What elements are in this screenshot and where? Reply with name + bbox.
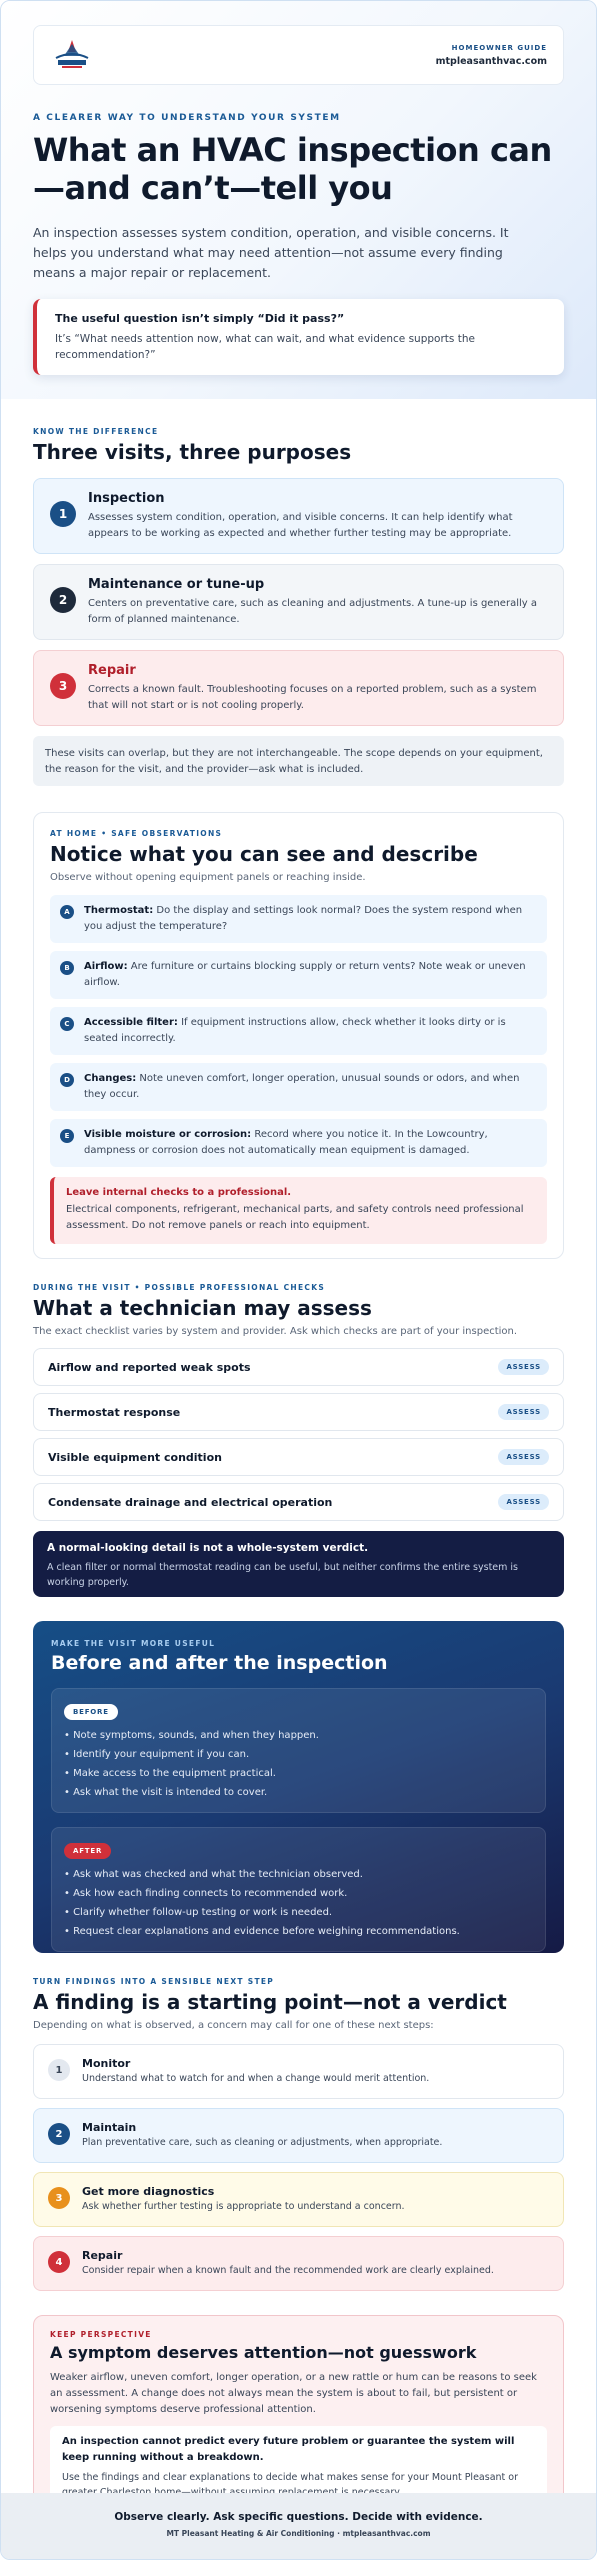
after-pill: AFTER: [64, 1843, 111, 1859]
brand-logo: [50, 38, 94, 72]
findings-kicker: TURN FINDINGS INTO A SENSIBLE NEXT STEP: [33, 1977, 275, 1986]
step-repair: [33, 2236, 564, 2291]
before-pill: BEFORE: [64, 1704, 118, 1720]
before-item: • Identify your equipment if you can.: [64, 1749, 250, 1760]
step-number: 4: [48, 2251, 70, 2273]
assess-item-label: Condensate drainage and electrical operation: [48, 1495, 333, 1509]
hero-section: [1, 1, 596, 399]
step-number: 2: [48, 2123, 70, 2145]
observation-label: Accessible filter:: [84, 1017, 178, 1028]
visits-note: These visits can overlap, but they are not interchangeable. The scope depends on your equipment, the reason for the visit, and the provider—ask what is included.: [33, 736, 564, 786]
visit-text: Centers on preventative care, such as cleaning and adjustments. A tune-up is generally a form of planned maintenance.: [88, 598, 537, 625]
assess-note-text: A clean filter or normal thermostat reading can be useful, but neither confirms the entire system is working properly.: [47, 1562, 519, 1588]
assess-item-label: Visible equipment condition: [48, 1450, 222, 1464]
observations-subtitle: Observe without opening equipment panels or reaching inside.: [50, 872, 366, 883]
step-title: Get more diagnostics: [82, 2185, 215, 2198]
visit-number: 3: [50, 673, 76, 699]
step-text: Consider repair when a known fault and the recommended work are clearly explained.: [82, 2265, 494, 2276]
warning-text: Electrical components, refrigerant, mechanical parts, and safety controls need professional assessment. Do not remove panels or reach into equipment.: [66, 1204, 524, 1231]
before-item: • Note symptoms, sounds, and when they happen.: [64, 1730, 319, 1741]
visits-section: [1, 427, 596, 786]
visit-text: Corrects a known fault. Troubleshooting focuses on a reported problem, such as a system that will not start or is not cooling properly.: [88, 684, 537, 711]
findings-subtitle: Depending on what is observed, a concern may call for one of these next steps:: [33, 2020, 434, 2031]
assess-kicker: DURING THE VISIT • POSSIBLE PROFESSIONAL CHECKS: [33, 1283, 326, 1292]
perspective-inner-title: An inspection cannot predict every future problem or guarantee the system will keep running without a breakdown.: [62, 2436, 515, 2463]
assess-item: [33, 1483, 564, 1521]
before-item: • Make access to the equipment practical.: [64, 1768, 276, 1779]
visit-title: Repair: [88, 663, 136, 678]
hero-kicker: A CLEARER WAY TO UNDERSTAND YOUR SYSTEM: [33, 113, 341, 123]
assess-badge: ASSESS: [498, 1494, 549, 1510]
before-item: • Ask what the visit is intended to cover.: [64, 1787, 268, 1798]
observation-letter: C: [60, 1017, 74, 1031]
assess-badge: ASSESS: [498, 1449, 549, 1465]
assess-title: What a technician may assess: [33, 1296, 372, 1320]
step-number: 1: [48, 2059, 70, 2081]
assess-badge: ASSESS: [498, 1359, 549, 1375]
step-text: Plan preventative care, such as cleaning or adjustments, when appropriate.: [82, 2137, 443, 2148]
assess-note: [33, 1531, 564, 1597]
step-maintain: [33, 2108, 564, 2163]
observation-letter: B: [60, 961, 74, 975]
footer-company[interactable]: MT Pleasant Heating & Air Conditioning · mtpleasanthvac.com: [166, 2529, 431, 2538]
visit-text: Assesses system condition, operation, and visible concerns. It can help identify what appears to be working as expected and whether further testing may be appropriate.: [88, 512, 513, 539]
assess-note-title: A normal-looking detail is not a whole-system verdict.: [47, 1542, 369, 1554]
visit-card-inspection: [33, 478, 564, 554]
before-after-card: [33, 1621, 564, 1953]
observation-label: Airflow:: [84, 961, 128, 972]
assess-item-label: Airflow and reported weak spots: [48, 1360, 251, 1374]
callout-text: It’s “What needs attention now, what can wait, and what evidence supports the recommendation?”: [55, 333, 475, 361]
observation-text: Record where you notice it. In the Lowcountry, dampness or corrosion does not automatically mean equipment is damaged.: [84, 1129, 488, 1156]
after-item: • Clarify whether follow-up testing or work is needed.: [64, 1907, 333, 1918]
after-item: • Request clear explanations and evidence before weighing recommendations.: [64, 1926, 460, 1937]
brand-url[interactable]: mtpleasanthvac.com: [435, 55, 547, 67]
observation-letter: A: [60, 905, 74, 919]
perspective-kicker: KEEP PERSPECTIVE: [50, 2330, 152, 2339]
visit-card-repair: [33, 650, 564, 726]
observation-item: [50, 1007, 547, 1055]
observation-text: Do the display and settings look normal? Does the system respond when you adjust the temperature?: [84, 905, 523, 932]
step-title: Repair: [82, 2249, 123, 2262]
visit-title: Inspection: [88, 491, 165, 506]
observations-card: [33, 812, 564, 1259]
visits-kicker: KNOW THE DIFFERENCE: [33, 427, 159, 436]
footer-tagline: Observe clearly. Ask specific questions. Decide with evidence.: [114, 2511, 483, 2523]
assess-item: [33, 1393, 564, 1431]
step-diagnostics: [33, 2172, 564, 2227]
step-monitor: [33, 2044, 564, 2099]
assess-subtitle: The exact checklist varies by system and provider. Ask which checks are part of your inspection.: [33, 1326, 518, 1337]
after-item: • Ask how each finding connects to recommended work.: [64, 1888, 348, 1899]
observation-item: [50, 951, 547, 999]
guide-label: HOMEOWNER GUIDE: [451, 43, 547, 52]
findings-title: A finding is a starting point—not a verdict: [33, 1990, 507, 2014]
warning-title: Leave internal checks to a professional.: [66, 1187, 292, 1198]
step-text: Understand what to watch for and when a change would merit attention.: [82, 2073, 430, 2084]
before-box: [51, 1688, 546, 1813]
perspective-title: A symptom deserves attention—not guesswork: [50, 2343, 477, 2362]
visit-title: Maintenance or tune-up: [88, 577, 265, 592]
callout-title: The useful question isn’t simply “Did it pass?”: [55, 312, 345, 325]
hero-callout: [33, 299, 564, 375]
observation-label: Thermostat:: [84, 905, 154, 916]
page-title: What an HVAC inspection can—and can’t—tell you: [33, 131, 552, 207]
observation-item: [50, 895, 547, 943]
before-after-kicker: MAKE THE VISIT MORE USEFUL: [51, 1639, 216, 1648]
step-title: Monitor: [82, 2057, 131, 2070]
brand-bar: [33, 25, 564, 85]
observation-letter: D: [60, 1073, 74, 1087]
observation-label: Visible moisture or corrosion:: [84, 1129, 252, 1140]
assess-section: [1, 1283, 596, 1597]
observations-kicker: AT HOME • SAFE OBSERVATIONS: [50, 829, 223, 838]
observation-item: [50, 1063, 547, 1111]
visits-title: Three visits, three purposes: [33, 440, 352, 464]
visit-number: 1: [50, 501, 76, 527]
footer: [1, 2493, 596, 2559]
perspective-card: [33, 2315, 564, 2523]
visit-card-maintenance: [33, 564, 564, 640]
observations-title: Notice what you can see and describe: [50, 842, 478, 866]
visit-number: 2: [50, 587, 76, 613]
step-number: 3: [48, 2187, 70, 2209]
observation-text: Note uneven comfort, longer operation, unusual sounds or odors, and when they occur.: [84, 1073, 520, 1100]
assess-badge: ASSESS: [498, 1404, 549, 1420]
observation-item: [50, 1119, 547, 1167]
step-text: Ask whether further testing is appropriate to understand a concern.: [82, 2201, 405, 2212]
findings-section: [1, 1977, 596, 2291]
assess-item: [33, 1348, 564, 1386]
observation-label: Changes:: [84, 1073, 137, 1084]
assess-item-label: Thermostat response: [48, 1405, 181, 1419]
after-item: • Ask what was checked and what the technician observed.: [64, 1869, 363, 1880]
step-title: Maintain: [82, 2121, 137, 2134]
professional-warning: [50, 1177, 547, 1244]
perspective-inner-text: Use the findings and clear explanations to decide what makes sense for your Mount Pleasant or: [62, 2472, 518, 2483]
after-box: [51, 1827, 546, 1952]
perspective-text: Weaker airflow, uneven comfort, longer operation, or a new rattle or hum can be reasons to seek an assessment. A change does not always mean the system is about to fail, but persistent or worsening symptoms deserve professional attention.: [50, 2372, 537, 2415]
observation-text: Are furniture or curtains blocking supply or return vents? Note weak or uneven airflow.: [84, 961, 526, 988]
before-after-title: Before and after the inspection: [51, 1652, 388, 1674]
assess-item: [33, 1438, 564, 1476]
hero-subtitle: An inspection assesses system condition, operation, and visible concerns. It helps you understand what may need attention—not assume every finding means a major repair or replacement.: [33, 225, 509, 280]
observation-text: If equipment instructions allow, check whether it looks dirty or is seated incorrectly.: [84, 1017, 506, 1044]
observation-letter: E: [60, 1129, 74, 1143]
